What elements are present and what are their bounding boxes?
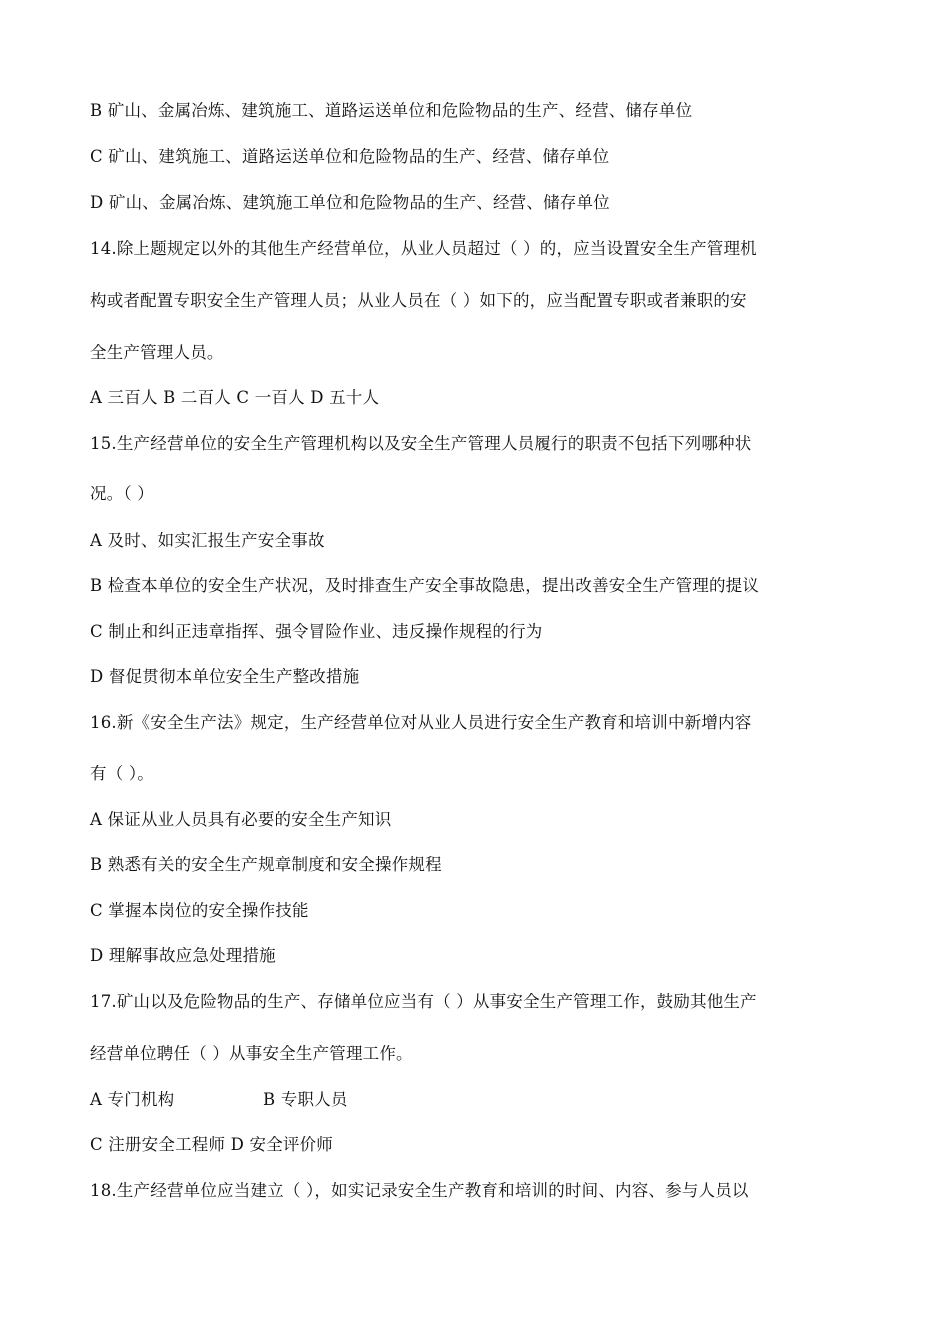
question-17-options-row-1 [90,1088,870,1112]
question-18-line-1: 18.生产经营单位应当建立（ ），如实记录安全生产教育和培训的时间、内容、参与人员以 [90,1181,749,1200]
question-14-line-2: 构或者配置专职安全生产管理人员；从业人员在（ ）如下的，应当配置专职或者兼职的安 [90,291,747,310]
option-b-q16: B 熟悉有关的安全生产规章制度和安全操作规程 [90,855,442,874]
option-b-q17: B 专职人员 [263,1090,348,1109]
option-b-q15: B 检查本单位的安全生产状况，及时排查生产安全事故隐患，提出改善安全生产管理的提议 [90,576,760,595]
option-c-q15: C 制止和纠正违章指挥、强令冒险作业、违反操作规程的行为 [90,622,543,641]
question-17-line-1: 17.矿山以及危险物品的生产、存储单位应当有（ ）从事安全生产管理工作，鼓励其他生产 [90,992,757,1011]
question-14-options: A 三百人 B 二百人 C 一百人 D 五十人 [90,388,380,407]
option-a-q17: A 专门机构 [90,1090,175,1109]
question-16-line-1: 16.新《安全生产法》规定，生产经营单位对从业人员进行安全生产教育和培训中新增内容 [90,713,752,732]
question-17-options-row-2: C 注册安全工程师 D 安全评价师 [90,1135,333,1154]
option-a-q16: A 保证从业人员具有必要的安全生产知识 [90,810,392,829]
question-15-line-1: 15.生产经营单位的安全生产管理机构以及安全生产管理人员履行的职责不包括下列哪种状 [90,434,752,453]
option-c-q13: C 矿山、建筑施工、道路运送单位和危险物品的生产、经营、储存单位 [90,147,610,166]
option-c-q16: C 掌握本岗位的安全操作技能 [90,901,309,920]
option-b-q13: B 矿山、金属冶炼、建筑施工、道路运送单位和危险物品的生产、经营、储存单位 [90,101,693,120]
question-14-line-1: 14.除上题规定以外的其他生产经营单位，从业人员超过（ ）的，应当设置安全生产管理机 [90,239,757,258]
question-15-line-2: 况。（ ） [90,484,154,503]
option-d-q16: D 理解事故应急处理措施 [90,946,276,965]
question-16-line-2: 有（ ）。 [90,764,154,783]
option-d-q13: D 矿山、金属冶炼、建筑施工单位和危险物品的生产、经营、储存单位 [90,193,610,212]
option-d-q15: D 督促贯彻本单位安全生产整改措施 [90,667,360,686]
question-17-line-2: 经营单位聘任（ ）从事安全生产管理工作。 [90,1044,413,1063]
option-a-q15: A 及时、如实汇报生产安全事故 [90,531,325,550]
question-14-line-3: 全生产管理人员。 [90,343,224,362]
